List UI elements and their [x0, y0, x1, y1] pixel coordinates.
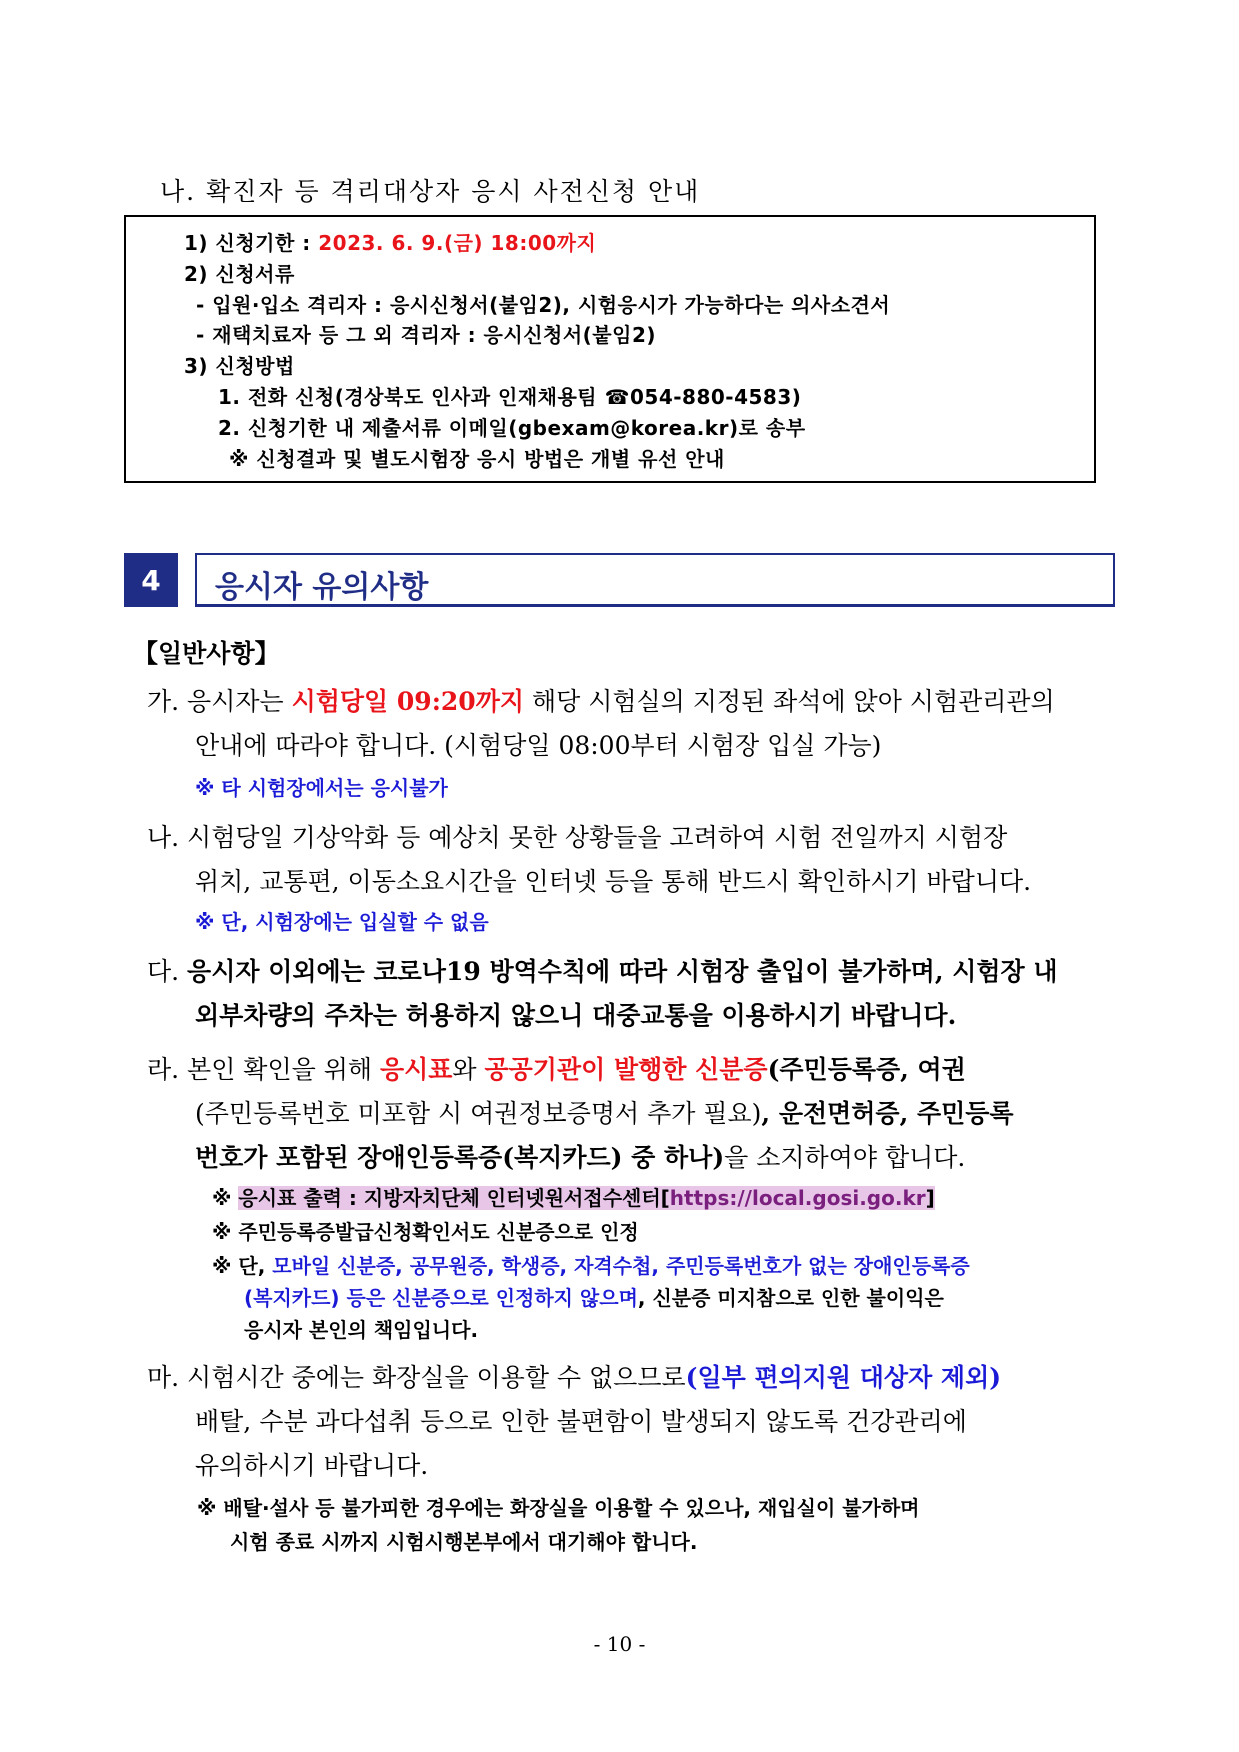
sub-heading: 나. 확진자 등 격리대상자 응시 사전신청 안내 — [160, 177, 701, 206]
method-item-2: 2. 신청기한 내 제출서류 이메일(gbexam@korea.kr)로 송부 — [218, 416, 806, 440]
documents-item-1: - 입원·입소 격리자 : 응시신청서(붙임2), 시험응시가 가능하다는 의사소견서 — [196, 293, 891, 317]
item-ga-note: ※ 타 시험장에서는 응시불가 — [195, 776, 448, 800]
item-ga-text-rest: 해당 시험실의 지정된 좌석에 앉아 시험관리관의 — [524, 687, 1055, 716]
gosi-link[interactable]: https://local.gosi.go.kr — [669, 1186, 926, 1210]
item-ra-line-3-text: 을 소지하여야 합니다. — [724, 1143, 966, 1172]
section-number-badge: 4 — [124, 553, 178, 607]
item-da-line-2: 외부차량의 주차는 허용하지 않으니 대중교통을 이용하시기 바랍니다. — [195, 1001, 957, 1030]
item-ma-line-2: 배탈, 수분 과다섭취 등으로 인한 불편함이 발생되지 않도록 건강관리에 — [195, 1407, 967, 1436]
section-title-box — [195, 553, 1115, 607]
general-items-title: 【일반사항】 — [133, 639, 280, 668]
item-ra-line-2-text: (주민등록번호 미포함 시 여권정보증명서 추가 필요) — [195, 1099, 762, 1128]
item-ma-note-1: ※ 배탈·설사 등 불가피한 경우에는 화장실을 이용할 수 있으나, 재입실이 불가하며 — [197, 1496, 920, 1520]
item-ma-line-3: 유의하시기 바랍니다. — [195, 1451, 429, 1480]
note-mark: ※ — [212, 1186, 239, 1210]
ticket-print-text: 응시표 출력 : 지방자치단체 인터넷원서접수센터[ — [238, 1186, 670, 1210]
item-ma-line-1 — [147, 1358, 1001, 1394]
method-heading: 3) 신청방법 — [184, 354, 295, 378]
documents-heading: 2) 신청서류 — [184, 262, 295, 286]
item-da-prefix: 다. — [147, 957, 188, 986]
item-ra-note-5: 응시자 본인의 책임입니다. — [244, 1318, 479, 1342]
item-ra-highlight-2: 공공기관이 발행한 신분증 — [484, 1055, 768, 1084]
item-da-line-1 — [147, 952, 1058, 988]
item-ra-text: 라. 본인 확인을 위해 — [147, 1055, 380, 1084]
item-ga-line-1 — [147, 682, 1055, 718]
deadline-line — [184, 227, 596, 256]
item-ra-note-4 — [244, 1282, 944, 1311]
application-info-box — [124, 215, 1096, 483]
item-ra-line-3-bold: 번호가 포함된 장애인등록증(복지카드) 중 하나) — [195, 1143, 725, 1172]
item-na-line-2: 위치, 교통편, 이동소요시간을 인터넷 등을 통해 반드시 확인하시기 바랍니다. — [195, 867, 1032, 896]
note-3-prefix: ※ 단, — [212, 1254, 273, 1278]
page-number: - 10 - — [593, 1632, 646, 1656]
item-ra-line-3 — [195, 1138, 965, 1174]
item-ma-highlight: (일부 편의지원 대상자 제외) — [685, 1363, 1002, 1392]
item-ra-note-1 — [212, 1182, 935, 1211]
note-3-blue: 모바일 신분증, 공무원증, 학생증, 자격수첩, 주민등록번호가 없는 장애인등록증 — [272, 1254, 970, 1278]
item-ra-line-1 — [147, 1050, 966, 1086]
item-ra-bold: (주민등록증, 여권 — [767, 1055, 966, 1084]
item-ga-highlight: 시험당일 09:20까지 — [291, 687, 525, 716]
item-da-text: 응시자 이외에는 코로나19 방역수칙에 따라 시험장 출입이 불가하며, 시험장 내 — [187, 957, 1058, 986]
item-ma-note-2: 시험 종료 시까지 시험시행본부에서 대기해야 합니다. — [230, 1530, 698, 1554]
method-item-1: 1. 전화 신청(경상북도 인사과 인재채용팀 ☎054-880-4583) — [218, 385, 802, 409]
note-4-blue: (복지카드) 등은 신분증으로 인정하지 않으며 — [244, 1286, 638, 1310]
method-note: ※ 신청결과 및 별도시험장 응시 방법은 개별 유선 안내 — [229, 447, 725, 471]
item-na-line-1: 나. 시험당일 기상악화 등 예상치 못한 상황들을 고려하여 시험 전일까지 시험장 — [147, 823, 1008, 852]
item-ma-text: 마. 시험시간 중에는 화장실을 이용할 수 없으므로 — [147, 1363, 686, 1392]
deadline-label: 1) 신청기한 : — [184, 231, 319, 255]
item-ra-line-2 — [195, 1094, 1014, 1130]
documents-item-2: - 재택치료자 등 그 외 격리자 : 응시신청서(붙임2) — [196, 323, 656, 347]
item-ra-note-3 — [212, 1250, 970, 1279]
section-title: 응시자 유의사항 — [215, 570, 429, 605]
item-ra-text-mid: 와 — [452, 1055, 485, 1084]
item-ra-highlight-1: 응시표 — [379, 1055, 453, 1084]
note-4-rest: , 신분증 미지참으로 인한 불이익은 — [637, 1286, 944, 1310]
bracket-close: ] — [925, 1186, 935, 1210]
item-ga-line-2: 안내에 따라야 합니다. (시험당일 08:00부터 시험장 입실 가능) — [195, 731, 882, 760]
item-na-note: ※ 단, 시험장에는 입실할 수 없음 — [195, 910, 489, 934]
item-ra-line-2-bold: , 운전면허증, 주민등록 — [761, 1099, 1014, 1128]
deadline-value: 2023. 6. 9.(금) 18:00까지 — [318, 231, 597, 255]
item-ra-note-2: ※ 주민등록증발급신청확인서도 신분증으로 인정 — [212, 1220, 639, 1244]
item-ga-text: 가. 응시자는 — [147, 687, 292, 716]
